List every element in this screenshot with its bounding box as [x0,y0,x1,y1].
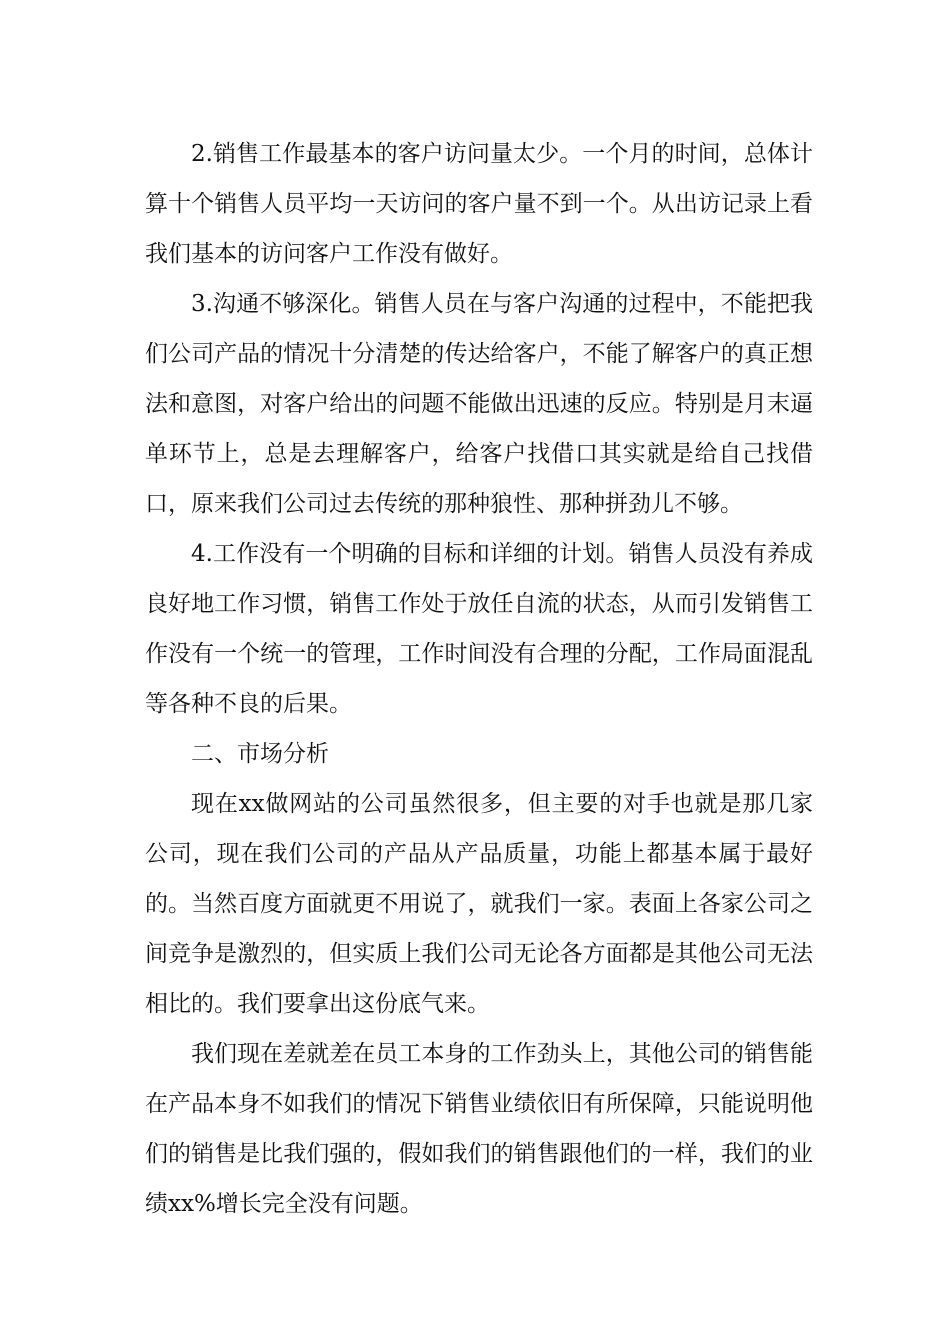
document-body [145,129,813,1229]
paragraph-market-sales-drive: 我们现在差就差在员工本身的工作劲头上，其他公司的销售能在产品本身不如我们的情况下销售业绩依旧有所保障，只能说明他们的销售是比我们强的，假如我们的销售跟他们的一样，我们的业绩xx%增长完全没有问题。 [145,1041,813,1217]
paragraph-item-4: 4.工作没有一个明确的目标和详细的计划。销售人员没有养成良好地工作习惯，销售工作处于放任自流的状态，从而引发销售工作没有一个统一的管理，工作时间没有合理的分配，工作局面混乱等各种不良的后果。 [145,541,813,717]
paragraph-market-competitors: 现在xx做网站的公司虽然很多，但主要的对手也就是那几家公司，现在我们公司的产品从产品质量，功能上都基本属于最好的。当然百度方面就更不用说了，就我们一家。表面上各家公司之间竞争是激烈的，但实质上我们公司无论各方面都是其他公司无法相比的。我们要拿出这份底气来。 [145,791,813,1017]
paragraph-item-2: 2.销售工作最基本的客户访问量太少。一个月的时间，总体计算十个销售人员平均一天访问的客户量不到一个。从出访记录上看我们基本的访问客户工作没有做好。 [145,141,813,267]
section-heading-market-analysis: 二、市场分析 [191,741,329,767]
paragraph-item-3: 3.沟通不够深化。销售人员在与客户沟通的过程中，不能把我们公司产品的情况十分清楚的传达给客户，不能了解客户的真正想法和意图，对客户给出的问题不能做出迅速的反应。特别是月末逼单环节上，总是去理解客户，给客户找借口其实就是给自己找借口，原来我们公司过去传统的那种狼性、那种拼劲儿不够。 [145,291,813,517]
